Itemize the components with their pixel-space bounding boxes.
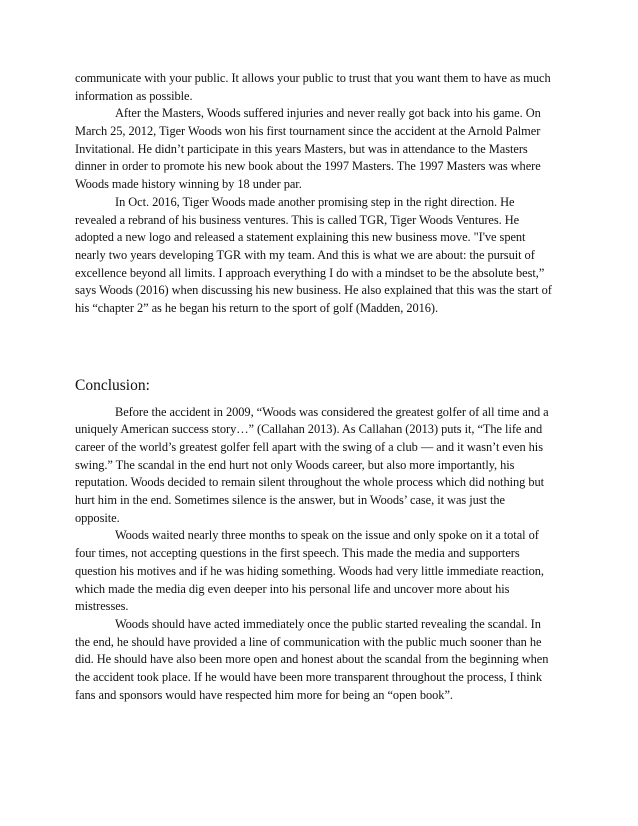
text-line: question his motives and if he was hiding something. Woods had very little immediate reaction, — [75, 563, 544, 578]
paragraph — [75, 404, 570, 528]
text-line: Invitational. He didn’t participate in this years Masters, but was in attendance to the Masters — [75, 141, 528, 156]
paragraph — [75, 616, 570, 704]
text-line: excellence beyond all limits. I approach everything I do with a mindset to be the absolute best,” — [75, 265, 545, 280]
paragraph — [75, 70, 570, 105]
conclusion-section — [75, 376, 570, 705]
text-line: his “chapter 2” as he began his return to the sport of golf (Madden, 2016). — [75, 300, 439, 315]
text-line: In Oct. 2016, Tiger Woods made another promising step in the right direction. He — [115, 194, 515, 209]
text-line: Woods waited nearly three months to speak on the issue and only spoke on it a total of — [115, 528, 539, 543]
text-line: career of the world’s greatest golfer fell apart with the swing of a club — and it wasn’t even his — [75, 440, 543, 454]
text-line: reputation. Woods decided to remain silent throughout the whole process which did nothing but — [75, 475, 545, 490]
text-line: mistresses. — [75, 599, 129, 614]
text-line: four times, not accepting questions in the first speech. This made the media and supporters — [75, 546, 520, 561]
text-line: revealed a rebrand of his business ventures. This is called TGR, Tiger Woods Ventures. He — [75, 212, 520, 227]
text-line: Before the accident in 2009, “Woods was considered the greatest golfer of all time and a — [115, 404, 549, 419]
paragraph — [75, 194, 570, 318]
text-line: says Woods (2016) when discussing his new business. He also explained that this was the start of — [75, 283, 552, 298]
document-page — [75, 70, 570, 704]
text-line: adopted a new logo and released a statement explaining this new business move. "I've spent — [75, 230, 526, 245]
text-line: opposite. — [75, 510, 120, 525]
body-section — [75, 70, 570, 318]
text-line: communicate with your public. It allows your public to trust that you want them to have as much — [75, 71, 551, 85]
text-line: the end, he should have provided a line of communication with the public much sooner than he — [75, 634, 542, 649]
text-line: After the Masters, Woods suffered injuries and never really got back into his game. On — [115, 106, 541, 121]
text-line: did. He should have also been more open and honest about the scandal from the beginning when — [75, 652, 549, 667]
text-line: Woods made history winning by 18 under par. — [75, 177, 302, 192]
text-line: which made the media dig even deeper into his personal life and uncover more about his — [75, 581, 510, 596]
text-line: Woods should have acted immediately once the public started revealing the scandal. In — [115, 616, 541, 631]
section-heading: Conclusion: — [75, 376, 150, 394]
text-line: fans and sponsors would have respected him more for being an “open book”. — [75, 687, 453, 702]
text-line: uniquely American success story…” (Callahan 2013). As Callahan (2013) puts it, “The life and — [75, 422, 543, 437]
text-line: dinner in order to promote his new book about the 1997 Masters. The 1997 Masters was where — [75, 159, 541, 174]
text-line: hurt him in the end. Sometimes silence is the answer, but in Woods’ case, it was just the — [75, 493, 505, 508]
paragraph — [75, 527, 570, 615]
text-line: nearly two years developing TGR with my team. And this is what we are about: the pursuit of — [75, 247, 535, 262]
text-line: swing.” The scandal in the end hurt not only Woods career, but also more importantly, his — [75, 457, 515, 472]
text-line: information as possible. — [75, 88, 193, 103]
text-line: the accident took place. If he would have been more transparent throughout the process, I think — [75, 669, 542, 684]
paragraph — [75, 105, 570, 193]
text-line: March 25, 2012, Tiger Woods won his first tournament since the accident at the Arnold Palmer — [75, 124, 541, 139]
